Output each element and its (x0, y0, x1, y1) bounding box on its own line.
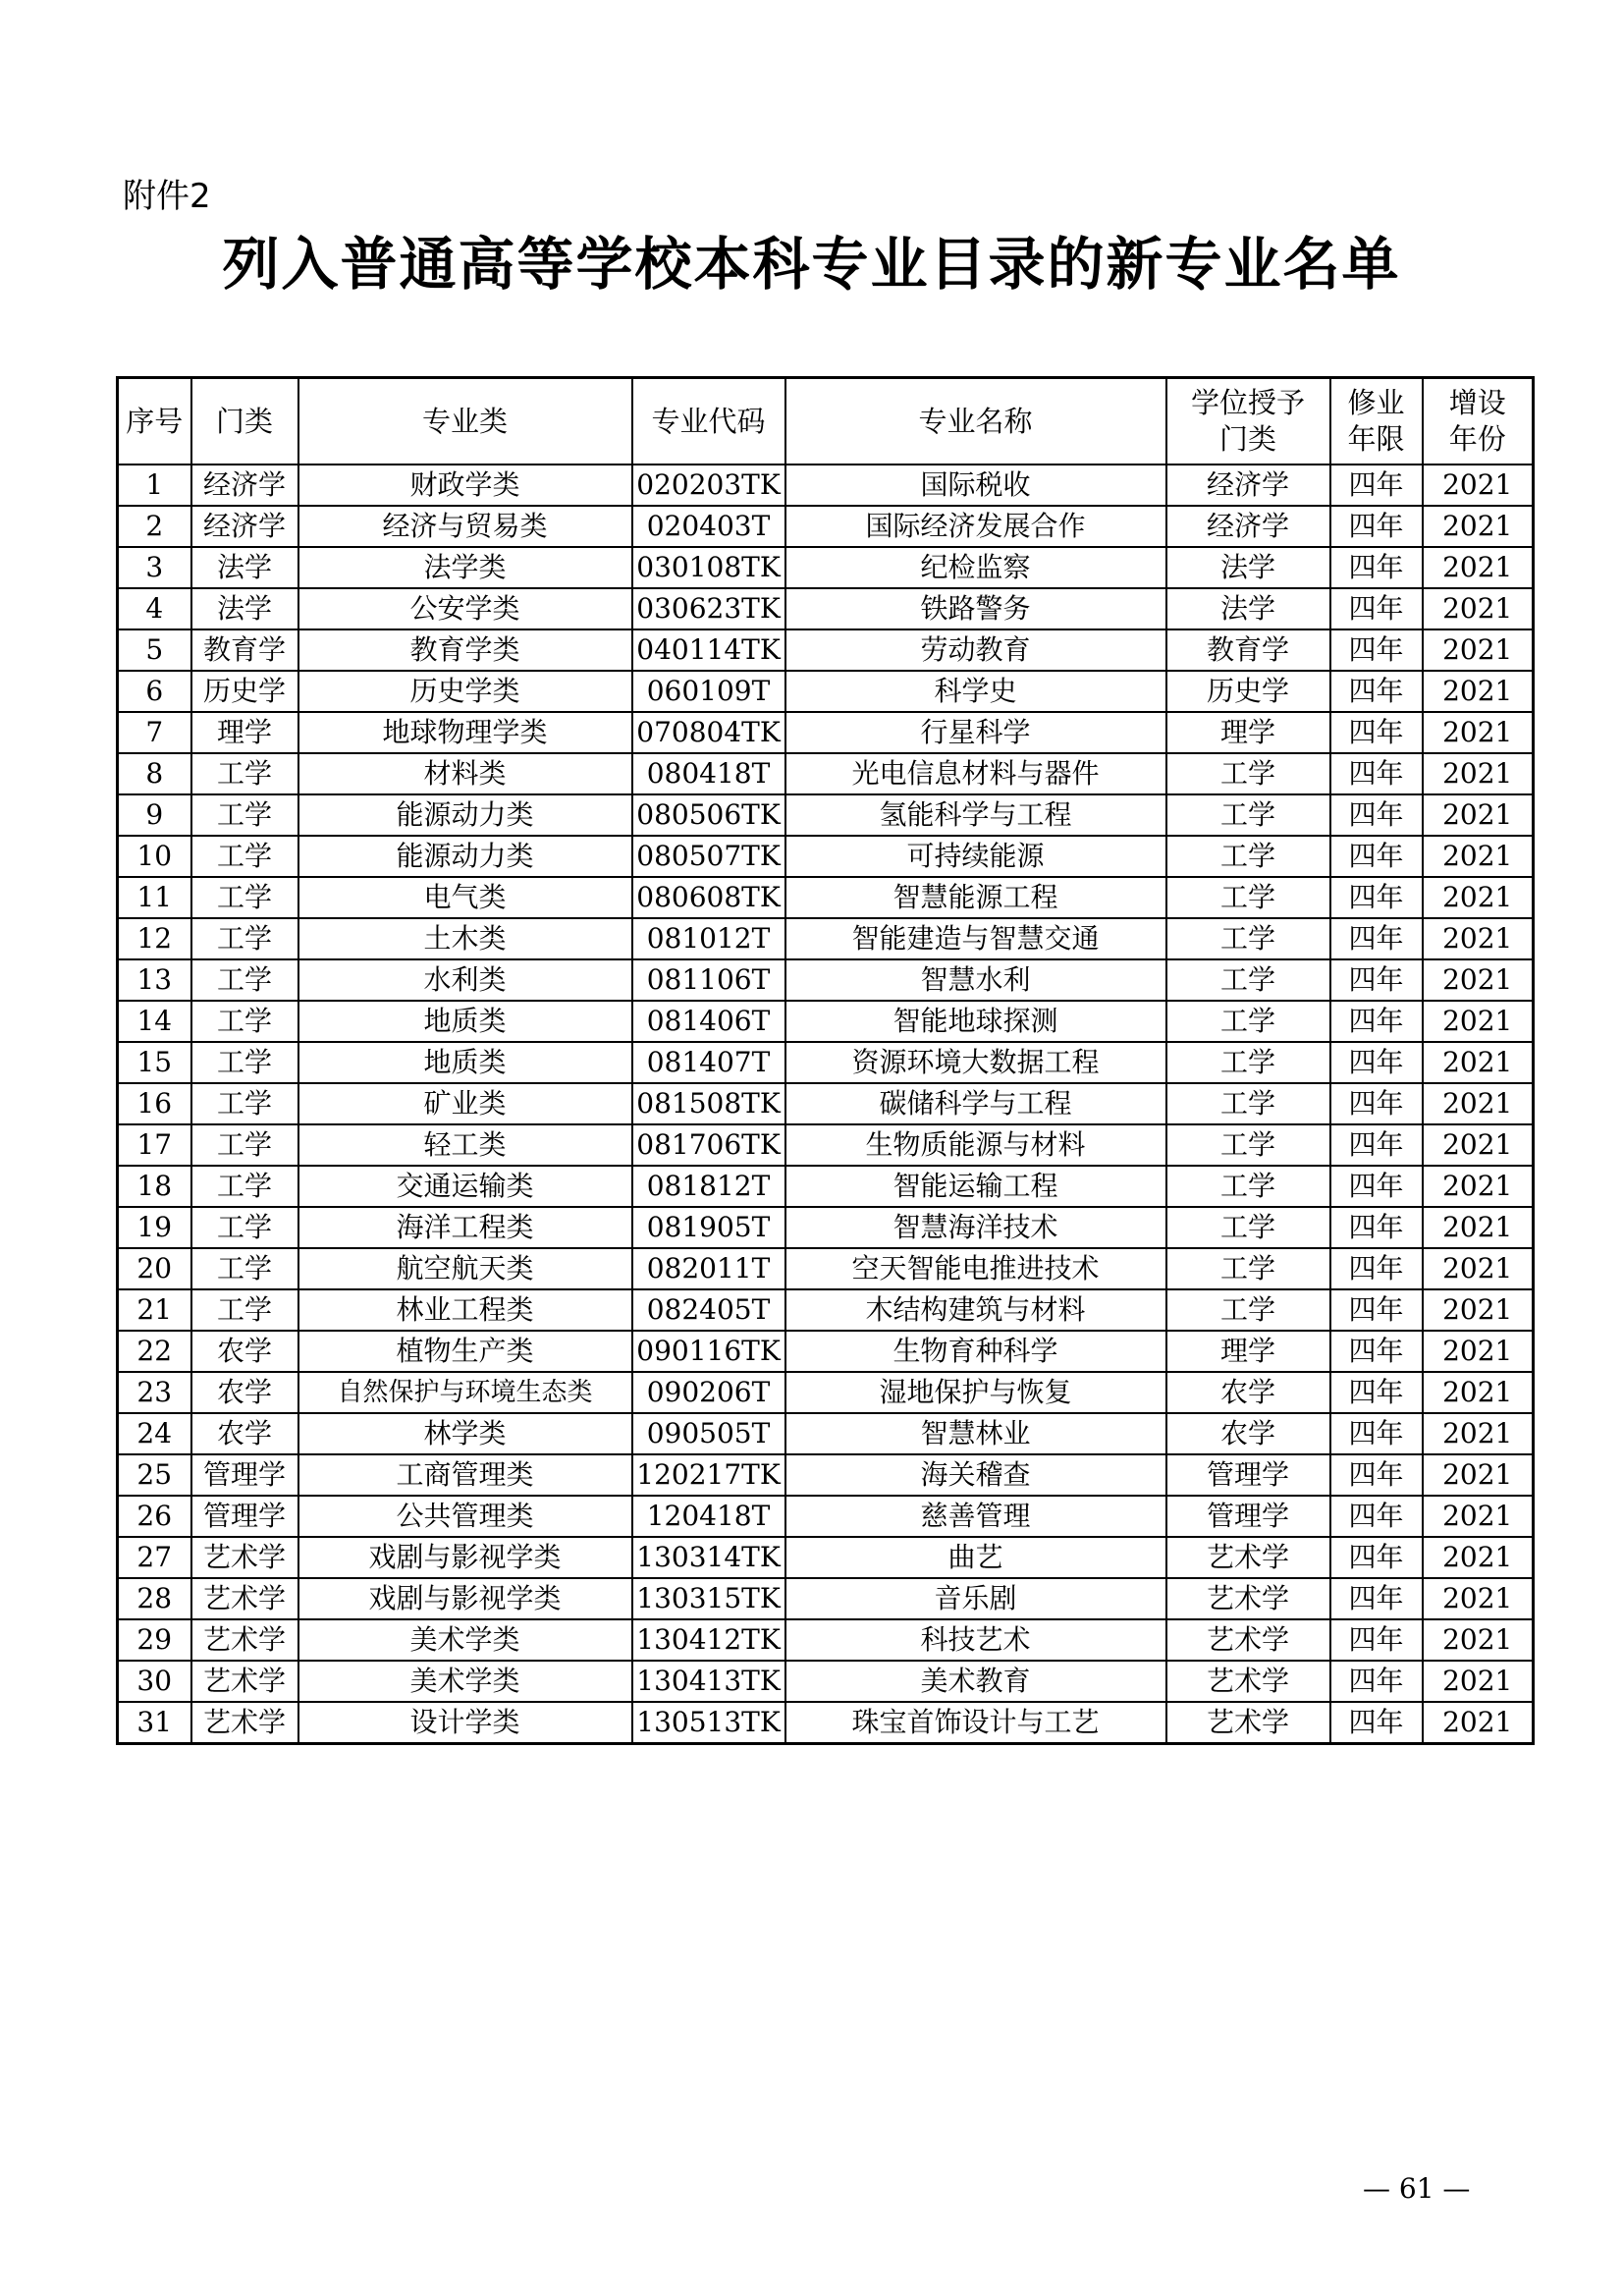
cell-year: 2021 (1423, 465, 1534, 506)
cell-discipline: 历史学 (191, 671, 298, 712)
cell-index: 22 (118, 1331, 191, 1372)
cell-degree: 法学 (1166, 547, 1330, 588)
cell-discipline: 管理学 (191, 1496, 298, 1537)
cell-major-class: 公共管理类 (298, 1496, 632, 1537)
cell-major-code: 020203TK (632, 465, 785, 506)
cell-major-class: 林学类 (298, 1413, 632, 1454)
cell-index: 15 (118, 1042, 191, 1083)
cell-major-class: 材料类 (298, 753, 632, 794)
table-row (118, 1496, 1534, 1537)
cell-year: 2021 (1423, 1661, 1534, 1702)
cell-duration: 四年 (1330, 1454, 1423, 1496)
col-header-major-class: 专业类 (298, 378, 632, 465)
col-header-major-code: 专业代码 (632, 378, 785, 465)
cell-year: 2021 (1423, 1083, 1534, 1124)
cell-major-class: 交通运输类 (298, 1166, 632, 1207)
cell-major-class: 美术学类 (298, 1661, 632, 1702)
cell-major-name: 碳储科学与工程 (785, 1083, 1166, 1124)
cell-year: 2021 (1423, 506, 1534, 547)
cell-discipline: 工学 (191, 1207, 298, 1248)
cell-year: 2021 (1423, 877, 1534, 918)
cell-major-code: 090505T (632, 1413, 785, 1454)
cell-year: 2021 (1423, 1578, 1534, 1619)
cell-major-name: 光电信息材料与器件 (785, 753, 1166, 794)
cell-major-code: 130413TK (632, 1661, 785, 1702)
cell-duration: 四年 (1330, 1207, 1423, 1248)
cell-year: 2021 (1423, 1454, 1534, 1496)
cell-index: 20 (118, 1248, 191, 1289)
table-row (118, 753, 1534, 794)
cell-major-code: 082011T (632, 1248, 785, 1289)
cell-index: 19 (118, 1207, 191, 1248)
cell-index: 13 (118, 959, 191, 1001)
cell-duration: 四年 (1330, 1289, 1423, 1331)
table-row (118, 959, 1534, 1001)
cell-major-code: 030623TK (632, 588, 785, 629)
cell-major-class: 财政学类 (298, 465, 632, 506)
cell-major-code: 081106T (632, 959, 785, 1001)
table-row (118, 1413, 1534, 1454)
cell-duration: 四年 (1330, 959, 1423, 1001)
cell-major-class: 能源动力类 (298, 794, 632, 836)
cell-major-name: 音乐剧 (785, 1578, 1166, 1619)
cell-major-class: 公安学类 (298, 588, 632, 629)
cell-degree: 工学 (1166, 918, 1330, 959)
cell-year: 2021 (1423, 1166, 1534, 1207)
cell-year: 2021 (1423, 1124, 1534, 1166)
cell-major-class: 戏剧与影视学类 (298, 1578, 632, 1619)
cell-duration: 四年 (1330, 1331, 1423, 1372)
cell-discipline: 工学 (191, 753, 298, 794)
cell-index: 6 (118, 671, 191, 712)
cell-index: 3 (118, 547, 191, 588)
cell-major-class: 工商管理类 (298, 1454, 632, 1496)
cell-discipline: 农学 (191, 1413, 298, 1454)
cell-year: 2021 (1423, 1537, 1534, 1578)
cell-index: 21 (118, 1289, 191, 1331)
cell-degree: 法学 (1166, 588, 1330, 629)
cell-duration: 四年 (1330, 1578, 1423, 1619)
cell-major-name: 美术教育 (785, 1661, 1166, 1702)
cell-duration: 四年 (1330, 1619, 1423, 1661)
cell-major-name: 科技艺术 (785, 1619, 1166, 1661)
cell-duration: 四年 (1330, 671, 1423, 712)
cell-major-code: 081406T (632, 1001, 785, 1042)
cell-degree: 艺术学 (1166, 1619, 1330, 1661)
cell-degree: 工学 (1166, 1124, 1330, 1166)
cell-major-code: 130412TK (632, 1619, 785, 1661)
cell-year: 2021 (1423, 1331, 1534, 1372)
cell-duration: 四年 (1330, 1124, 1423, 1166)
cell-major-code: 081706TK (632, 1124, 785, 1166)
table-row (118, 547, 1534, 588)
cell-degree: 工学 (1166, 1042, 1330, 1083)
cell-duration: 四年 (1330, 712, 1423, 753)
table-row (118, 1331, 1534, 1372)
cell-degree: 经济学 (1166, 506, 1330, 547)
cell-major-name: 慈善管理 (785, 1496, 1166, 1537)
cell-major-code: 120418T (632, 1496, 785, 1537)
cell-index: 10 (118, 836, 191, 877)
cell-year: 2021 (1423, 1289, 1534, 1331)
cell-index: 31 (118, 1702, 191, 1744)
cell-discipline: 工学 (191, 1001, 298, 1042)
cell-major-code: 081407T (632, 1042, 785, 1083)
cell-degree: 理学 (1166, 712, 1330, 753)
cell-year: 2021 (1423, 836, 1534, 877)
col-header-index: 序号 (118, 378, 191, 465)
cell-year: 2021 (1423, 671, 1534, 712)
cell-index: 8 (118, 753, 191, 794)
table-row (118, 712, 1534, 753)
table-row (118, 1124, 1534, 1166)
cell-major-name: 生物质能源与材料 (785, 1124, 1166, 1166)
cell-major-name: 可持续能源 (785, 836, 1166, 877)
cell-index: 1 (118, 465, 191, 506)
col-header-discipline: 门类 (191, 378, 298, 465)
cell-major-code: 081012T (632, 918, 785, 959)
cell-duration: 四年 (1330, 1001, 1423, 1042)
table-row (118, 1454, 1534, 1496)
cell-degree: 工学 (1166, 836, 1330, 877)
cell-major-name: 智能建造与智慧交通 (785, 918, 1166, 959)
table-row (118, 1248, 1534, 1289)
cell-major-name: 智慧林业 (785, 1413, 1166, 1454)
cell-degree: 艺术学 (1166, 1661, 1330, 1702)
cell-major-class: 地球物理学类 (298, 712, 632, 753)
cell-discipline: 农学 (191, 1331, 298, 1372)
table-row (118, 588, 1534, 629)
table-row (118, 836, 1534, 877)
cell-major-name: 木结构建筑与材料 (785, 1289, 1166, 1331)
cell-discipline: 教育学 (191, 629, 298, 671)
cell-major-name: 氢能科学与工程 (785, 794, 1166, 836)
cell-major-code: 060109T (632, 671, 785, 712)
cell-duration: 四年 (1330, 1166, 1423, 1207)
table-row (118, 671, 1534, 712)
cell-year: 2021 (1423, 1207, 1534, 1248)
cell-duration: 四年 (1330, 1537, 1423, 1578)
cell-major-class: 地质类 (298, 1001, 632, 1042)
page-title: 列入普通高等学校本科专业目录的新专业名单 (222, 231, 1401, 298)
cell-discipline: 工学 (191, 959, 298, 1001)
cell-major-name: 海关稽查 (785, 1454, 1166, 1496)
cell-major-name: 智慧能源工程 (785, 877, 1166, 918)
cell-duration: 四年 (1330, 547, 1423, 588)
col-header-duration: 修业 年限 (1330, 378, 1423, 465)
cell-duration: 四年 (1330, 1496, 1423, 1537)
cell-discipline: 管理学 (191, 1454, 298, 1496)
cell-discipline: 理学 (191, 712, 298, 753)
cell-degree: 工学 (1166, 794, 1330, 836)
cell-major-code: 080608TK (632, 877, 785, 918)
cell-discipline: 艺术学 (191, 1619, 298, 1661)
cell-degree: 工学 (1166, 1289, 1330, 1331)
cell-major-class: 林业工程类 (298, 1289, 632, 1331)
cell-major-code: 081812T (632, 1166, 785, 1207)
table-row (118, 1207, 1534, 1248)
cell-major-class: 水利类 (298, 959, 632, 1001)
cell-duration: 四年 (1330, 794, 1423, 836)
cell-index: 29 (118, 1619, 191, 1661)
table-row (118, 1042, 1534, 1083)
table-row (118, 1578, 1534, 1619)
cell-year: 2021 (1423, 1248, 1534, 1289)
cell-discipline: 工学 (191, 836, 298, 877)
cell-index: 14 (118, 1001, 191, 1042)
cell-discipline: 法学 (191, 588, 298, 629)
cell-index: 26 (118, 1496, 191, 1537)
table-row (118, 794, 1534, 836)
cell-major-code: 082405T (632, 1289, 785, 1331)
cell-duration: 四年 (1330, 1702, 1423, 1744)
cell-discipline: 工学 (191, 918, 298, 959)
major-list-table (116, 376, 1535, 1745)
cell-major-code: 130314TK (632, 1537, 785, 1578)
cell-major-code: 080418T (632, 753, 785, 794)
cell-discipline: 工学 (191, 1248, 298, 1289)
cell-index: 16 (118, 1083, 191, 1124)
cell-major-name: 纪检监察 (785, 547, 1166, 588)
cell-major-class: 经济与贸易类 (298, 506, 632, 547)
table-row (118, 506, 1534, 547)
cell-degree: 工学 (1166, 1083, 1330, 1124)
cell-index: 12 (118, 918, 191, 959)
cell-duration: 四年 (1330, 1083, 1423, 1124)
table-row (118, 1166, 1534, 1207)
cell-index: 24 (118, 1413, 191, 1454)
table-row (118, 1702, 1534, 1744)
cell-major-name: 智慧水利 (785, 959, 1166, 1001)
cell-index: 18 (118, 1166, 191, 1207)
cell-discipline: 工学 (191, 794, 298, 836)
cell-major-name: 国际经济发展合作 (785, 506, 1166, 547)
cell-major-class: 轻工类 (298, 1124, 632, 1166)
cell-discipline: 艺术学 (191, 1702, 298, 1744)
cell-year: 2021 (1423, 1702, 1534, 1744)
cell-year: 2021 (1423, 547, 1534, 588)
cell-major-code: 081508TK (632, 1083, 785, 1124)
cell-duration: 四年 (1330, 1661, 1423, 1702)
cell-degree: 艺术学 (1166, 1702, 1330, 1744)
table-row (118, 1289, 1534, 1331)
cell-major-class: 植物生产类 (298, 1331, 632, 1372)
cell-year: 2021 (1423, 918, 1534, 959)
cell-major-name: 资源环境大数据工程 (785, 1042, 1166, 1083)
cell-duration: 四年 (1330, 588, 1423, 629)
cell-discipline: 艺术学 (191, 1578, 298, 1619)
cell-major-name: 湿地保护与恢复 (785, 1372, 1166, 1413)
cell-discipline: 艺术学 (191, 1537, 298, 1578)
cell-year: 2021 (1423, 959, 1534, 1001)
cell-index: 17 (118, 1124, 191, 1166)
cell-index: 4 (118, 588, 191, 629)
cell-discipline: 工学 (191, 1042, 298, 1083)
cell-duration: 四年 (1330, 918, 1423, 959)
col-header-major-name: 专业名称 (785, 378, 1166, 465)
cell-major-name: 科学史 (785, 671, 1166, 712)
cell-major-name: 行星科学 (785, 712, 1166, 753)
cell-degree: 工学 (1166, 1166, 1330, 1207)
cell-degree: 工学 (1166, 1248, 1330, 1289)
cell-degree: 工学 (1166, 959, 1330, 1001)
cell-index: 2 (118, 506, 191, 547)
cell-degree: 农学 (1166, 1372, 1330, 1413)
table-header-row (118, 378, 1534, 465)
cell-duration: 四年 (1330, 506, 1423, 547)
cell-discipline: 工学 (191, 1166, 298, 1207)
cell-index: 11 (118, 877, 191, 918)
cell-index: 7 (118, 712, 191, 753)
table-row (118, 918, 1534, 959)
cell-major-class: 教育学类 (298, 629, 632, 671)
cell-major-code: 090116TK (632, 1331, 785, 1372)
cell-major-class: 自然保护与环境生态类 (298, 1372, 632, 1413)
cell-major-name: 劳动教育 (785, 629, 1166, 671)
cell-major-name: 生物育种科学 (785, 1331, 1166, 1372)
col-header-year: 增设 年份 (1423, 378, 1534, 465)
cell-year: 2021 (1423, 1001, 1534, 1042)
table-body (118, 465, 1534, 1744)
cell-major-code: 020403T (632, 506, 785, 547)
cell-major-code: 081905T (632, 1207, 785, 1248)
table-row (118, 1619, 1534, 1661)
cell-major-class: 法学类 (298, 547, 632, 588)
table-row (118, 877, 1534, 918)
cell-duration: 四年 (1330, 465, 1423, 506)
cell-duration: 四年 (1330, 877, 1423, 918)
cell-year: 2021 (1423, 1372, 1534, 1413)
cell-duration: 四年 (1330, 629, 1423, 671)
cell-degree: 工学 (1166, 1207, 1330, 1248)
attachment-label: 附件2 (123, 177, 211, 216)
cell-major-code: 080507TK (632, 836, 785, 877)
table-row (118, 629, 1534, 671)
cell-major-class: 地质类 (298, 1042, 632, 1083)
cell-major-class: 航空航天类 (298, 1248, 632, 1289)
table-row (118, 1372, 1534, 1413)
cell-major-code: 120217TK (632, 1454, 785, 1496)
cell-year: 2021 (1423, 588, 1534, 629)
col-header-degree: 学位授予 门类 (1166, 378, 1330, 465)
cell-discipline: 工学 (191, 1289, 298, 1331)
cell-major-name: 智能地球探测 (785, 1001, 1166, 1042)
cell-year: 2021 (1423, 753, 1534, 794)
cell-degree: 历史学 (1166, 671, 1330, 712)
cell-major-class: 设计学类 (298, 1702, 632, 1744)
cell-degree: 管理学 (1166, 1454, 1330, 1496)
cell-year: 2021 (1423, 1496, 1534, 1537)
table-row (118, 465, 1534, 506)
cell-major-class: 美术学类 (298, 1619, 632, 1661)
table-row (118, 1661, 1534, 1702)
cell-index: 28 (118, 1578, 191, 1619)
cell-major-name: 空天智能电推进技术 (785, 1248, 1166, 1289)
cell-index: 5 (118, 629, 191, 671)
cell-discipline: 工学 (191, 1083, 298, 1124)
cell-major-name: 曲艺 (785, 1537, 1166, 1578)
cell-index: 27 (118, 1537, 191, 1578)
cell-discipline: 艺术学 (191, 1661, 298, 1702)
cell-major-name: 智慧海洋技术 (785, 1207, 1166, 1248)
cell-duration: 四年 (1330, 753, 1423, 794)
cell-major-name: 珠宝首饰设计与工艺 (785, 1702, 1166, 1744)
cell-degree: 理学 (1166, 1331, 1330, 1372)
cell-major-code: 130315TK (632, 1578, 785, 1619)
cell-year: 2021 (1423, 629, 1534, 671)
cell-year: 2021 (1423, 1042, 1534, 1083)
cell-major-class: 能源动力类 (298, 836, 632, 877)
cell-discipline: 法学 (191, 547, 298, 588)
cell-major-code: 070804TK (632, 712, 785, 753)
cell-year: 2021 (1423, 712, 1534, 753)
cell-index: 25 (118, 1454, 191, 1496)
cell-major-code: 080506TK (632, 794, 785, 836)
cell-degree: 经济学 (1166, 465, 1330, 506)
cell-discipline: 经济学 (191, 506, 298, 547)
cell-major-code: 030108TK (632, 547, 785, 588)
cell-duration: 四年 (1330, 1042, 1423, 1083)
cell-index: 23 (118, 1372, 191, 1413)
cell-major-code: 040114TK (632, 629, 785, 671)
cell-year: 2021 (1423, 1619, 1534, 1661)
cell-duration: 四年 (1330, 1248, 1423, 1289)
cell-index: 30 (118, 1661, 191, 1702)
cell-major-class: 土木类 (298, 918, 632, 959)
cell-discipline: 工学 (191, 877, 298, 918)
cell-major-class: 戏剧与影视学类 (298, 1537, 632, 1578)
cell-index: 9 (118, 794, 191, 836)
cell-discipline: 经济学 (191, 465, 298, 506)
cell-degree: 教育学 (1166, 629, 1330, 671)
cell-major-name: 铁路警务 (785, 588, 1166, 629)
cell-major-class: 海洋工程类 (298, 1207, 632, 1248)
cell-major-class: 电气类 (298, 877, 632, 918)
cell-degree: 工学 (1166, 753, 1330, 794)
cell-degree: 艺术学 (1166, 1578, 1330, 1619)
table-row (118, 1537, 1534, 1578)
cell-degree: 工学 (1166, 1001, 1330, 1042)
cell-duration: 四年 (1330, 836, 1423, 877)
cell-discipline: 工学 (191, 1124, 298, 1166)
cell-discipline: 农学 (191, 1372, 298, 1413)
cell-duration: 四年 (1330, 1413, 1423, 1454)
cell-major-class: 历史学类 (298, 671, 632, 712)
table-row (118, 1083, 1534, 1124)
cell-major-class: 矿业类 (298, 1083, 632, 1124)
cell-major-name: 国际税收 (785, 465, 1166, 506)
cell-degree: 管理学 (1166, 1496, 1330, 1537)
cell-degree: 艺术学 (1166, 1537, 1330, 1578)
cell-year: 2021 (1423, 1413, 1534, 1454)
cell-degree: 农学 (1166, 1413, 1330, 1454)
cell-degree: 工学 (1166, 877, 1330, 918)
page-number: — 61 — (1363, 2172, 1471, 2205)
cell-major-code: 090206T (632, 1372, 785, 1413)
cell-major-name: 智能运输工程 (785, 1166, 1166, 1207)
cell-year: 2021 (1423, 794, 1534, 836)
cell-major-code: 130513TK (632, 1702, 785, 1744)
table-row (118, 1001, 1534, 1042)
cell-duration: 四年 (1330, 1372, 1423, 1413)
